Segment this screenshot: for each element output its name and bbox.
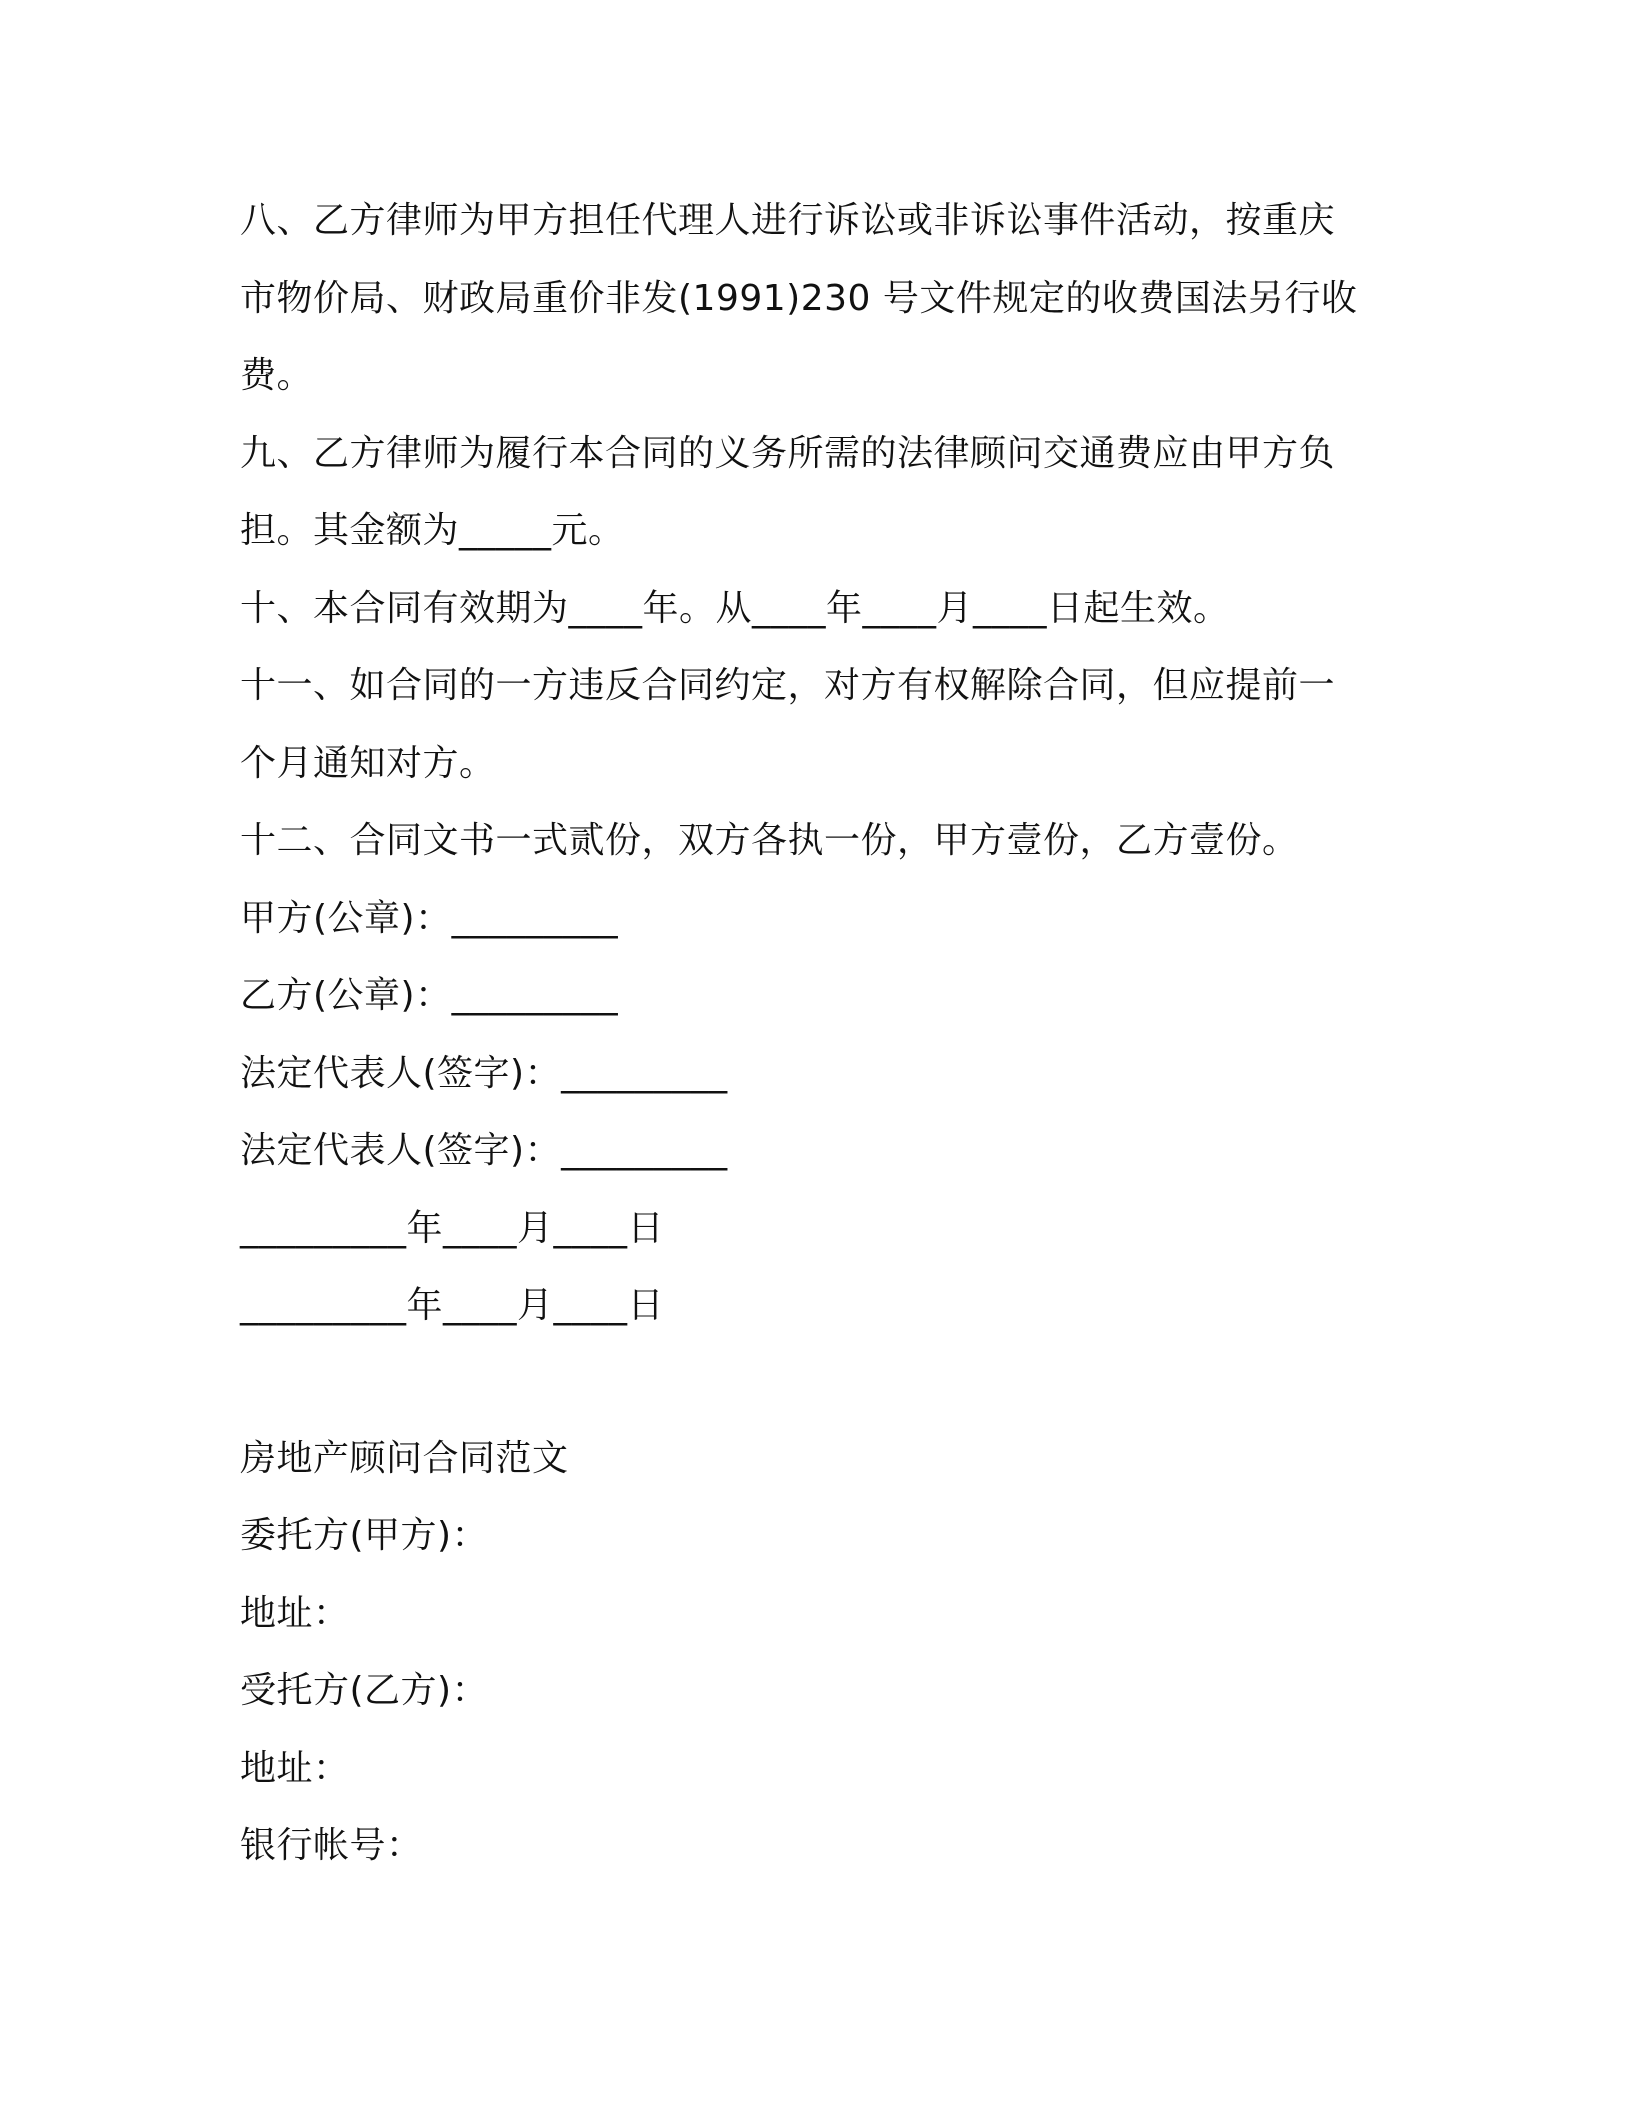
legal-rep-signature-line-a: 法定代表人(签字)：_________ <box>240 1052 728 1094</box>
clause-11-line-1: 十一、如合同的一方违反合同约定，对方有权解除合同，但应提前一 <box>240 665 1336 706</box>
clause-8-line-2: 市物价局、财政局重价非发(1991)230 号文件规定的收费国法另行收 <box>240 277 1358 319</box>
legal-rep-signature-line-b: 法定代表人(签字)：_________ <box>240 1130 728 1171</box>
clause-9-line-2: 担。其金额为_____元。 <box>240 510 625 551</box>
clause-12-line: 十二、合同文书一式贰份，双方各执一份，甲方壹份，乙方壹份。 <box>240 820 1299 861</box>
clause-8-line-3: 费。 <box>240 355 314 396</box>
clause-11-line-2: 个月通知对方。 <box>240 742 496 784</box>
clause-10-line: 十、本合同有效期为____年。从____年____月____日起生效。 <box>240 587 1230 629</box>
document-body <box>240 182 1370 1885</box>
entrusting-party-line: 委托方(甲方)： <box>240 1515 489 1556</box>
section-title: 房地产顾问合同范文 <box>240 1437 569 1479</box>
section-gap <box>240 1345 1370 1420</box>
date-line-b: _________年____月____日 <box>240 1285 664 1326</box>
entrusted-party-address-line: 地址： <box>240 1747 350 1789</box>
clause-9-line-1: 九、乙方律师为履行本合同的义务所需的法律顾问交通费应由甲方负 <box>240 432 1336 474</box>
clause-8-line-1: 八、乙方律师为甲方担任代理人进行诉讼或非诉讼事件活动，按重庆 <box>240 200 1336 241</box>
party-a-seal-line: 甲方(公章)：_________ <box>240 897 619 939</box>
date-line-a: _________年____月____日 <box>240 1207 664 1249</box>
entrusting-party-address-line: 地址： <box>240 1592 350 1634</box>
party-b-seal-line: 乙方(公章)：_________ <box>240 975 619 1016</box>
entrusted-party-line: 受托方(乙方)： <box>240 1670 489 1711</box>
bank-account-line: 银行帐号： <box>240 1825 423 1866</box>
